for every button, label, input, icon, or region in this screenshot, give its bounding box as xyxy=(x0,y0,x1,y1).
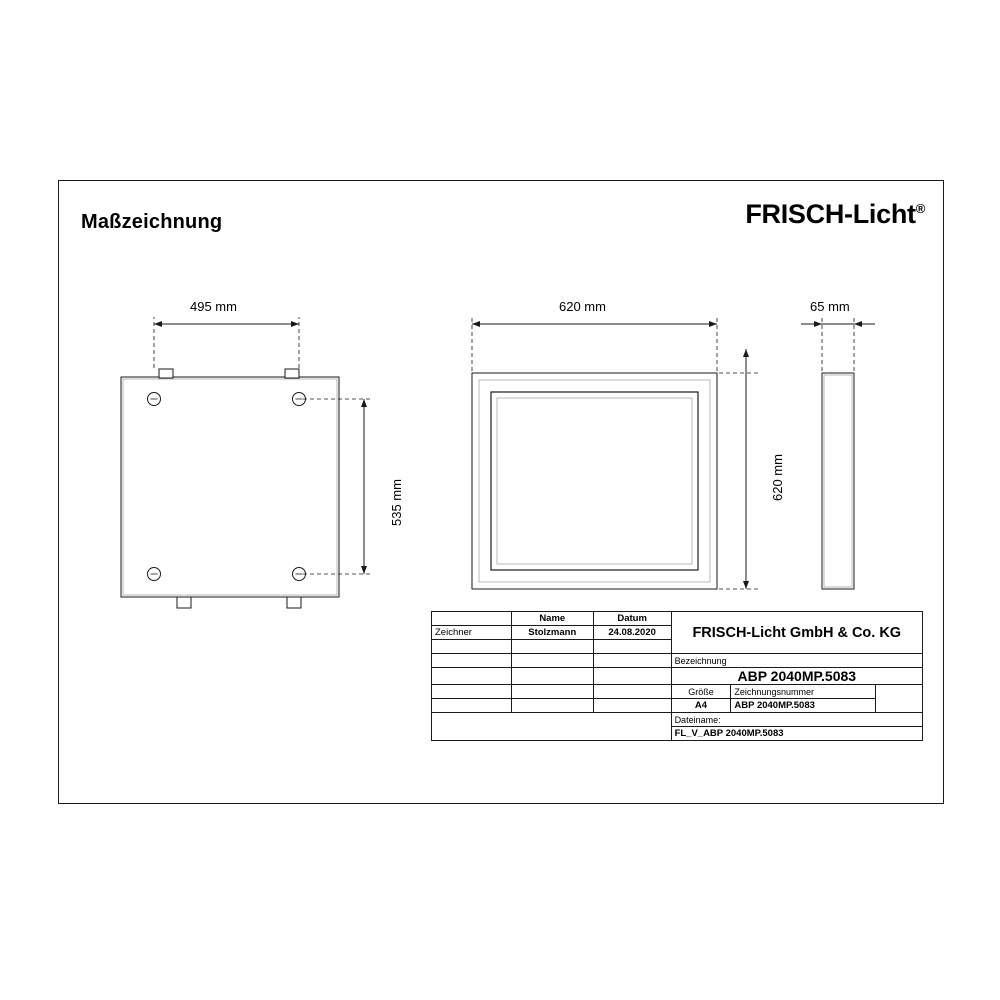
row-role-6 xyxy=(432,699,512,713)
row-date-2 xyxy=(593,640,671,654)
dateiname-label: Dateiname: xyxy=(671,713,922,727)
company-name: FRISCH-Licht GmbH & Co. KG xyxy=(671,612,922,654)
table-row xyxy=(432,668,923,685)
bezeichnung-label: Bezeichnung xyxy=(671,654,922,668)
groesse-label: Größe xyxy=(671,685,731,699)
table-row xyxy=(432,654,923,668)
dateiname-value: FL_V_ABP 2040MP.5083 xyxy=(671,727,922,741)
row-date-4 xyxy=(593,668,671,685)
col-header-name: Name xyxy=(511,612,593,626)
row-date-zeichner: 24.08.2020 xyxy=(593,626,671,640)
row-role-5 xyxy=(432,685,512,699)
row-role-4 xyxy=(432,668,512,685)
page-title: Maßzeichnung xyxy=(81,211,223,233)
row-role-2 xyxy=(432,640,512,654)
zeichnungsnummer-label: Zeichnungsnummer xyxy=(731,685,876,699)
table-row xyxy=(432,699,923,713)
row-name-2 xyxy=(511,640,593,654)
row-role-3 xyxy=(432,654,512,668)
dim-front-view-height: 620 mm xyxy=(770,454,785,501)
row-date-6 xyxy=(593,699,671,713)
col-header-date: Datum xyxy=(593,612,671,626)
cell-empty xyxy=(432,612,512,626)
table-row xyxy=(432,685,923,699)
cell-empty-large xyxy=(432,713,672,741)
brand-logo xyxy=(745,199,925,230)
row-name-5 xyxy=(511,685,593,699)
row-name-zeichner: Stolzmann xyxy=(511,626,593,640)
row-name-4 xyxy=(511,668,593,685)
table-row xyxy=(432,713,923,727)
dim-top-view-height: 535 mm xyxy=(389,479,404,526)
zeichnungsnummer-value: ABP 2040MP.5083 xyxy=(731,699,876,713)
bezeichnung-value: ABP 2040MP.5083 xyxy=(671,668,922,685)
row-name-6 xyxy=(511,699,593,713)
row-role-zeichner: Zeichner xyxy=(432,626,512,640)
row-date-5 xyxy=(593,685,671,699)
dim-front-view-width: 620 mm xyxy=(559,299,606,314)
dim-side-view-width: 65 mm xyxy=(810,299,850,314)
dim-top-view-width: 495 mm xyxy=(190,299,237,314)
groesse-value: A4 xyxy=(671,699,731,713)
table-row xyxy=(432,612,923,626)
row-date-3 xyxy=(593,654,671,668)
title-block xyxy=(431,611,923,741)
brand-name: FRISCH-Licht xyxy=(745,199,916,229)
row-name-3 xyxy=(511,654,593,668)
drawing-frame xyxy=(58,180,944,804)
cell-empty-right xyxy=(876,685,923,713)
registered-mark-icon: ® xyxy=(915,201,925,216)
